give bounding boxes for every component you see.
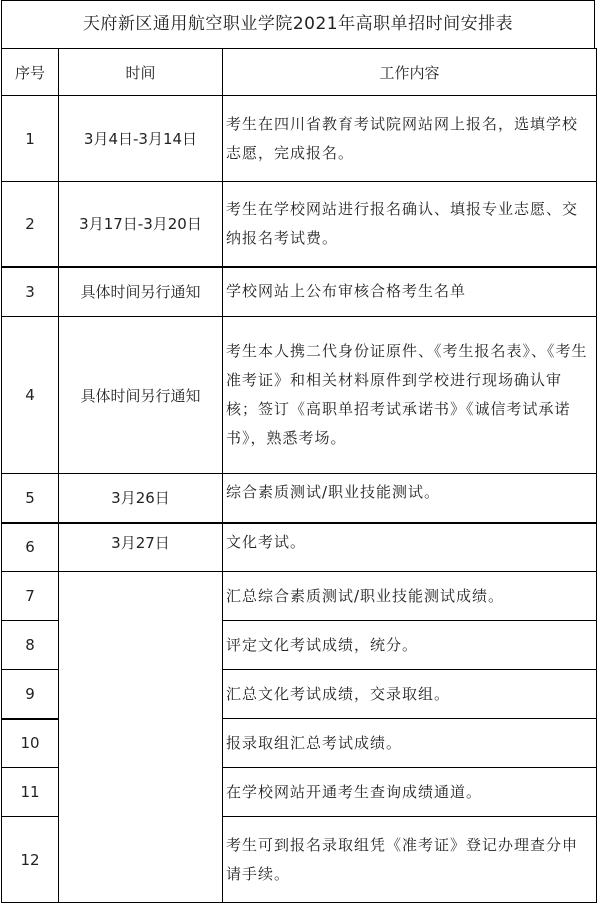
table-row — [2, 96, 597, 182]
row-index: 9 — [2, 670, 59, 719]
row-index: 5 — [2, 474, 59, 523]
row-index: 8 — [2, 621, 59, 670]
row-content: 报录取组汇总考试成绩。 — [223, 719, 597, 768]
row-index: 11 — [2, 768, 59, 817]
row-content: 评定文化考试成绩，统分。 — [223, 621, 597, 670]
row-content: 汇总文化考试成绩，交录取组。 — [223, 670, 597, 719]
row-index: 7 — [2, 572, 59, 621]
row-time: 具体时间另行通知 — [59, 317, 223, 474]
row-time: 3月17日-3月20日 — [59, 182, 223, 267]
table-row — [2, 267, 597, 317]
row-index: 12 — [2, 817, 59, 903]
document-title: 天府新区通用航空职业学院2021年高职单招时间安排表 — [1, 0, 595, 49]
row-time-merged — [59, 572, 223, 903]
table-row — [2, 317, 597, 474]
row-content: 在学校网站开通考生查询成绩通道。 — [223, 768, 597, 817]
row-time: 3月26日 — [59, 474, 223, 523]
table-row — [2, 572, 597, 621]
header-content: 工作内容 — [223, 49, 597, 96]
row-time: 具体时间另行通知 — [59, 267, 223, 317]
row-time: 3月4日-3月14日 — [59, 96, 223, 182]
table-row — [2, 182, 597, 267]
row-index: 1 — [2, 96, 59, 182]
row-index: 6 — [2, 523, 59, 572]
row-content: 综合素质测试/职业技能测试。 — [223, 474, 597, 523]
row-content: 考生在学校网站进行报名确认、填报专业志愿、交纳报名考试费。 — [223, 182, 597, 267]
table-row — [2, 474, 597, 523]
header-time: 时间 — [59, 49, 223, 96]
row-content: 考生在四川省教育考试院网站网上报名，选填学校志愿，完成报名。 — [223, 96, 597, 182]
header-index: 序号 — [2, 49, 59, 96]
schedule-table — [1, 48, 597, 903]
row-time: 3月27日 — [59, 523, 223, 572]
table-header-row — [2, 49, 597, 96]
row-content: 考生可到报名录取组凭《准考证》登记办理查分申请手续。 — [223, 817, 597, 903]
row-content: 文化考试。 — [223, 523, 597, 572]
table-row — [2, 523, 597, 572]
row-content: 汇总综合素质测试/职业技能测试成绩。 — [223, 572, 597, 621]
row-index: 10 — [2, 719, 59, 768]
row-index: 2 — [2, 182, 59, 267]
row-content: 考生本人携二代身份证原件、《考生报名表》、《考生准考证》和相关材料原件到学校进行现场确认审核；签订《高职单招考试承诺书》《诚信考试承诺书》，熟悉考场。 — [223, 317, 597, 474]
row-index: 4 — [2, 317, 59, 474]
row-index: 3 — [2, 267, 59, 317]
row-content: 学校网站上公布审核合格考生名单 — [223, 267, 597, 317]
